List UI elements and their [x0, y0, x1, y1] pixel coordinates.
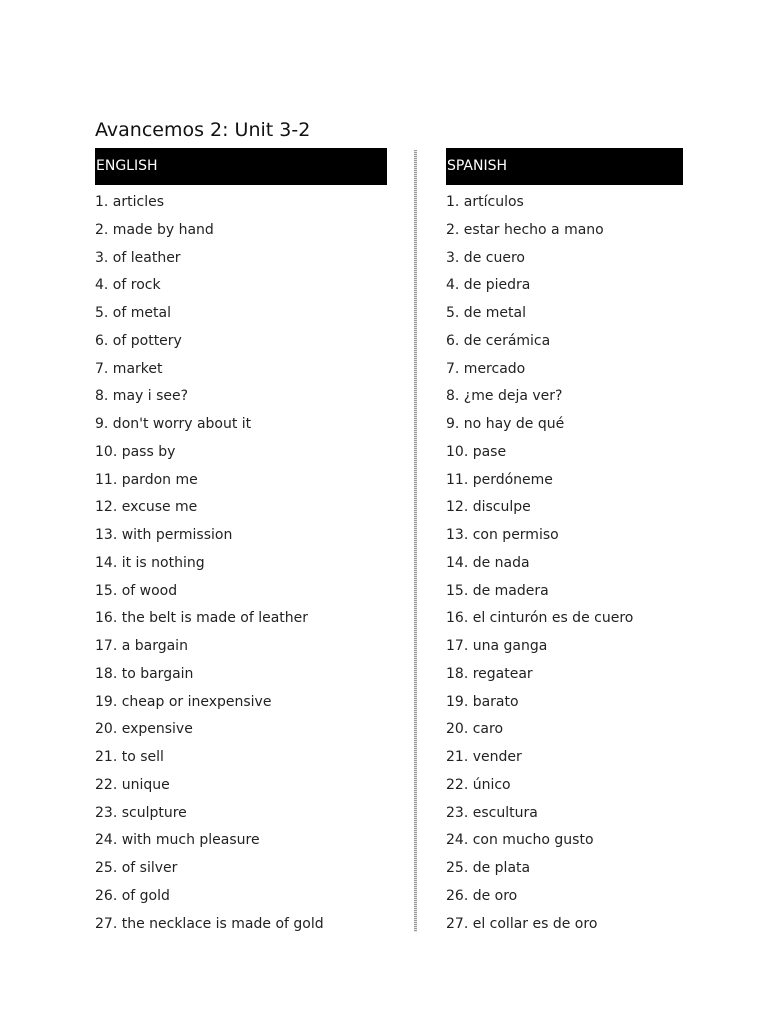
- list-item: 12. excuse me: [95, 499, 198, 516]
- list-item: 4. of rock: [95, 277, 161, 294]
- list-item: 15. of wood: [95, 582, 178, 599]
- list-item: 10. pass by: [95, 443, 176, 460]
- list-item: 8. may i see?: [95, 388, 189, 405]
- list-item: 20. caro: [446, 721, 504, 738]
- spanish-list: [446, 189, 683, 938]
- list-item: 13. with permission: [95, 527, 233, 543]
- list-item: 4. de piedra: [446, 277, 531, 294]
- list-item: 23. escultura: [446, 804, 538, 821]
- spanish-column-header: SPANISH: [446, 148, 683, 185]
- list-item: 15. de madera: [446, 582, 549, 599]
- list-item: 19. barato: [446, 693, 519, 710]
- list-item: 17. una ganga: [446, 638, 548, 654]
- list-item: 17. a bargain: [95, 638, 188, 654]
- list-item: 10. pase: [446, 443, 507, 460]
- list-item: 24. with much pleasure: [95, 832, 260, 849]
- list-item: 25. de plata: [446, 860, 531, 876]
- spanish-column: [446, 148, 683, 938]
- list-item: 19. cheap or inexpensive: [95, 693, 272, 710]
- list-item: 1. articles: [95, 194, 165, 210]
- list-item: 13. con permiso: [446, 527, 559, 543]
- english-list: [95, 189, 387, 938]
- list-item: 11. perdóneme: [446, 471, 553, 488]
- list-item: 6. of pottery: [95, 332, 182, 349]
- list-item: 18. to bargain: [95, 665, 194, 682]
- english-column-header: ENGLISH: [95, 148, 387, 185]
- list-item: 2. estar hecho a mano: [446, 221, 604, 238]
- list-item: 2. made by hand: [95, 221, 214, 238]
- list-item: 16. the belt is made of leather: [95, 610, 309, 627]
- list-item: 3. of leather: [95, 249, 181, 266]
- list-item: 18. regatear: [446, 665, 533, 682]
- list-item: 26. de oro: [446, 887, 518, 904]
- list-item: 14. de nada: [446, 554, 530, 571]
- list-item: 21. to sell: [95, 749, 164, 765]
- list-item: 14. it is nothing: [95, 554, 205, 571]
- list-item: 8. ¿me deja ver?: [446, 388, 563, 405]
- list-item: 3. de cuero: [446, 249, 525, 266]
- list-item: 23. sculpture: [95, 804, 187, 821]
- list-item: 22. único: [446, 776, 511, 793]
- english-column: [95, 148, 387, 938]
- list-item: 22. unique: [95, 776, 170, 793]
- list-item: 11. pardon me: [95, 471, 198, 488]
- list-item: 5. of metal: [95, 305, 171, 321]
- list-item: 16. el cinturón es de cuero: [446, 610, 634, 627]
- list-item: 20. expensive: [95, 721, 193, 738]
- list-item: 5. de metal: [446, 305, 526, 321]
- list-item: 7. mercado: [446, 360, 526, 377]
- list-item: 27. el collar es de oro: [446, 915, 598, 932]
- list-item: 1. artículos: [446, 194, 524, 210]
- list-item: 9. don't worry about it: [95, 416, 252, 432]
- list-item: 12. disculpe: [446, 499, 531, 516]
- list-item: 7. market: [95, 360, 163, 377]
- list-item: 26. of gold: [95, 887, 170, 904]
- list-item: 25. of silver: [95, 860, 178, 876]
- list-item: 27. the necklace is made of gold: [95, 915, 324, 932]
- column-divider: [414, 150, 417, 932]
- list-item: 21. vender: [446, 749, 522, 765]
- page-title: Avancemos 2: Unit 3-2: [95, 119, 311, 141]
- list-item: 6. de cerámica: [446, 332, 551, 349]
- list-item: 9. no hay de qué: [446, 416, 565, 432]
- list-item: 24. con mucho gusto: [446, 832, 594, 849]
